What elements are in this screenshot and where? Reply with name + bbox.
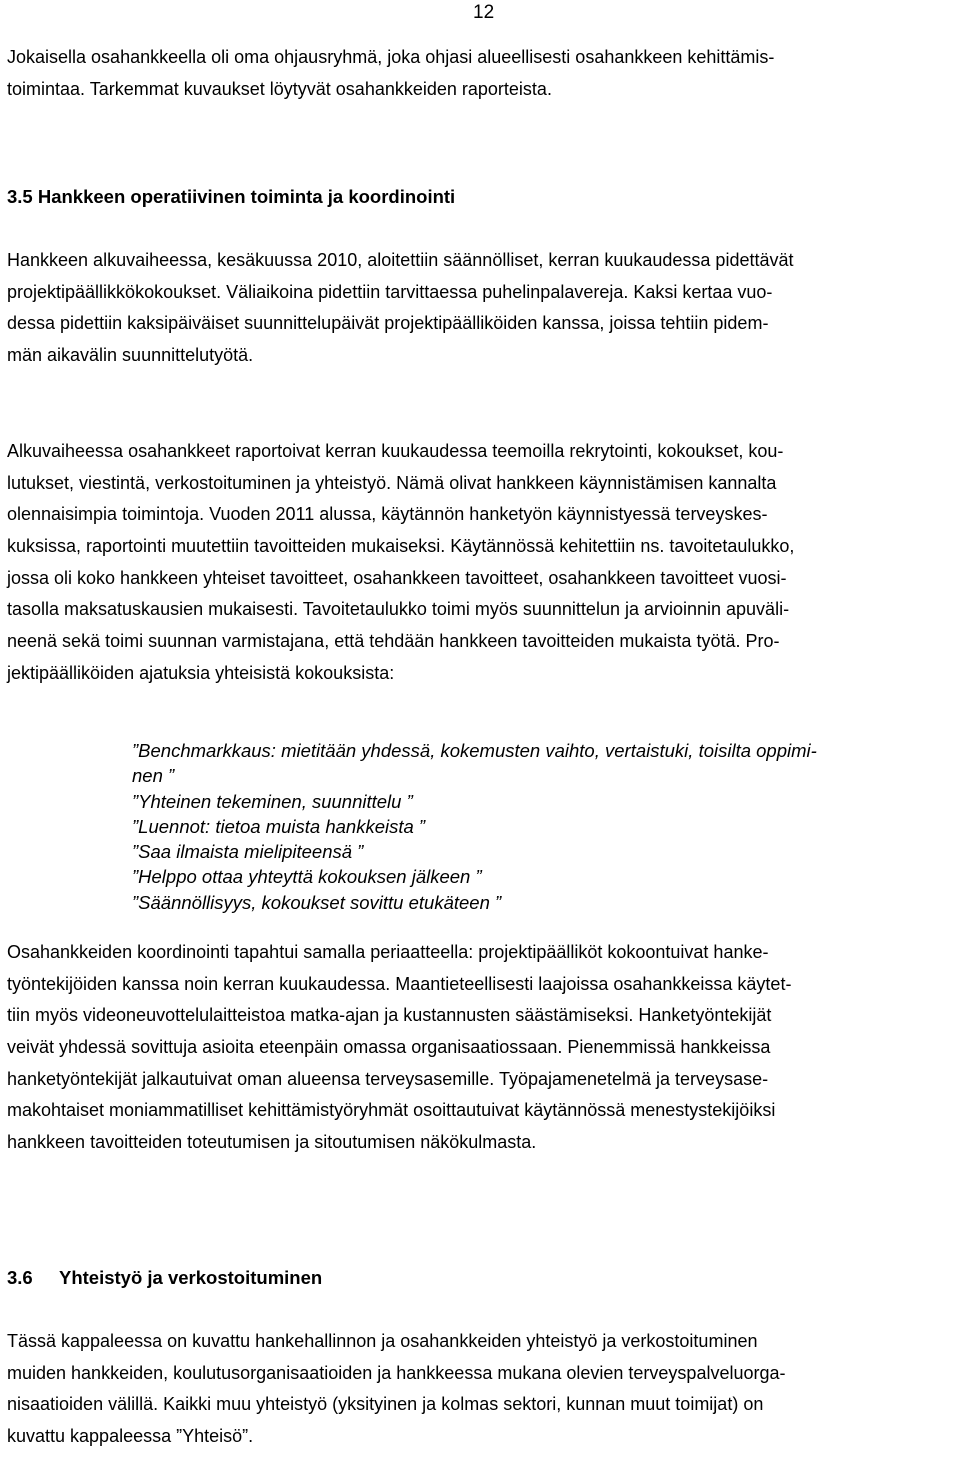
paragraph-line: neenä sekä toimi suunnan varmistajana, että tehdään hankkeen tavoitteiden mukaista työtä. Pro- — [7, 631, 780, 652]
paragraph-line: muiden hankkeiden, koulutusorganisaatioiden ja hankkeessa mukana olevien terveyspalveluorga- — [7, 1362, 786, 1383]
paragraph-line: dessa pidettiin kaksipäiväiset suunnittelupäivät projektipäälliköiden kanssa, joissa tehtiin pidem- — [7, 313, 769, 334]
paragraph-line: jossa oli koko hankkeen yhteiset tavoitteet, osahankkeen tavoitteet, osahankkeen tavoitteet vuosi- — [7, 567, 787, 588]
paragraph-line: tasolla maksatuskausien mukaisesti. Tavoitetaulukko toimi myös suunnittelun ja arvioinnin apuväli- — [7, 599, 790, 620]
paragraph-line: lutukset, viestintä, verkostoituminen ja yhteistyö. Nämä olivat hankkeen käynnistämisen kannalta — [7, 472, 777, 493]
paragraph-line: Jokaisella osahankkeella oli oma ohjausryhmä, joka ohjasi alueellisesti osahankkeen kehittämis- — [7, 47, 775, 67]
paragraph-line: nisaatioiden välillä. Kaikki muu yhteistyö (yksityinen ja kolmas sektori, kunnan muut toimijat) on — [7, 1394, 764, 1415]
intro-paragraph — [7, 42, 947, 105]
section-title: Yhteistyö ja verkostoituminen — [59, 1267, 323, 1288]
participant-quotes — [132, 738, 947, 915]
paragraph-line: hankkeen tavoitteiden toteutumisen ja sitoutumisen näkökulmasta. — [7, 1132, 537, 1153]
quote-line: ”Benchmarkkaus: mietitään yhdessä, kokemusten vaihto, vertaistuki, toisilta oppimi- — [132, 740, 817, 761]
section-3-5-paragraph-2 — [7, 436, 947, 690]
paragraph-line: toimintaa. Tarkemmat kuvaukset löytyvät osahankkeiden raporteista. — [7, 78, 552, 99]
section-3-6-paragraph-1 — [7, 1326, 947, 1453]
section-number: 3.6 — [7, 1267, 33, 1288]
quote-line: ”Luennot: tietoa muista hankkeista ” — [132, 815, 426, 837]
section-heading-3-6 — [7, 1267, 322, 1289]
quote-line: ”Yhteinen tekeminen, suunnittelu ” — [132, 790, 413, 812]
paragraph-line: makohtaiset moniammatilliset kehittämistyöryhmät osoittautuivat käytännössä menestystekijöiksi — [7, 1100, 776, 1121]
paragraph-line: Alkuvaiheessa osahankkeet raportoivat kerran kuukaudessa teemoilla rekrytointi, kokoukset, kou- — [7, 441, 784, 461]
section-3-5-paragraph-3 — [7, 937, 947, 1159]
paragraph-line: kuvattu kappaleessa ”Yhteisö”. — [7, 1426, 254, 1447]
paragraph-line: jektipäälliköiden ajatuksia yhteisistä kokouksista: — [7, 662, 395, 683]
page-number: 12 — [473, 2, 495, 23]
paragraph-line: Hankkeen alkuvaiheessa, kesäkuussa 2010, aloitettiin säännölliset, kerran kuukaudessa pidettävät — [7, 250, 794, 270]
section-3-5-paragraph-1 — [7, 245, 947, 372]
paragraph-line: kuksissa, raportointi muutettiin tavoitteiden mukaiseksi. Käytännössä kehitettiin ns. tavoitetaulukko, — [7, 536, 795, 557]
quote-line: nen ” — [132, 765, 175, 787]
quote-line: ”Säännöllisyys, kokoukset sovittu etukäteen ” — [132, 891, 502, 913]
paragraph-line: Osahankkeiden koordinointi tapahtui samalla periaatteella: projektipäälliköt kokoontuivat hanke- — [7, 942, 769, 962]
paragraph-line: män aikavälin suunnittelutyötä. — [7, 345, 254, 366]
paragraph-line: veivät yhdessä sovittuja asioita eteenpäin omassa organisaatiossaan. Pienemmissä hankkeissa — [7, 1037, 771, 1058]
paragraph-line: tiin myös videoneuvottelulaitteistoa matka-ajan ja kustannusten säästämiseksi. Hanketyöntekijät — [7, 1005, 772, 1026]
paragraph-line: projektipäällikkökokoukset. Väliaikoina pidettiin tarvittaessa puhelinpalavereja. Kaksi kertaa vuo- — [7, 281, 773, 302]
paragraph-line: olennaisimpia toimintoja. Vuoden 2011 alussa, käytännön hanketyön käynnistyessä terveyskes- — [7, 504, 768, 525]
quote-line: ”Saa ilmaista mielipiteensä ” — [132, 841, 364, 863]
paragraph-line: työntekijöiden kanssa noin kerran kuukaudessa. Maantieteellisesti laajoissa osahankkeissa käytet- — [7, 973, 792, 994]
paragraph-line: hanketyöntekijät jalkautuivat oman alueensa terveysasemille. Työpajamenetelmä ja terveysase- — [7, 1068, 769, 1089]
paragraph-line: Tässä kappaleessa on kuvattu hankehallinnon ja osahankkeiden yhteistyö ja verkostoituminen — [7, 1331, 758, 1351]
section-heading-3-5: 3.5 Hankkeen operatiivinen toiminta ja koordinointi — [7, 186, 456, 207]
quote-line: ”Helppo ottaa yhteyttä kokouksen jälkeen ” — [132, 866, 482, 888]
